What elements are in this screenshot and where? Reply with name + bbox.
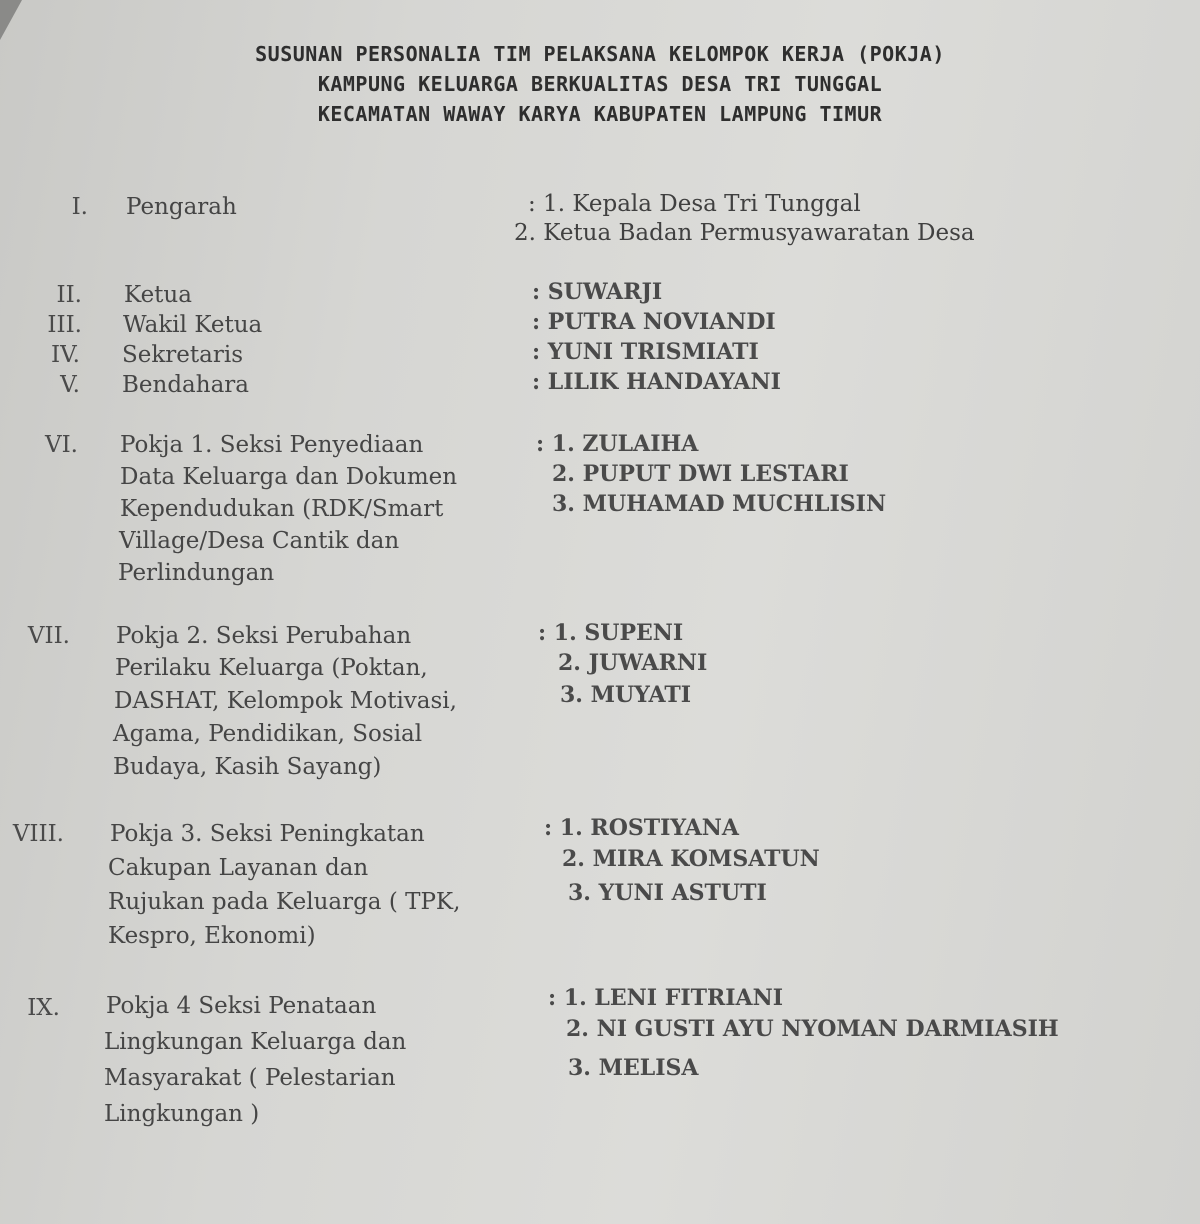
entry-member: : LILIK HANDAYANI — [532, 369, 781, 395]
entry-label-line: Budaya, Kasih Sayang) — [113, 754, 382, 780]
entry-member: : 1. ZULAIHA — [536, 431, 699, 457]
entry-numeral: II. — [56, 282, 82, 308]
entry-label-line: Kespro, Ekonomi) — [108, 923, 316, 949]
entry-numeral: III. — [47, 312, 82, 338]
entry-member: 3. MUYATI — [560, 682, 691, 708]
entry-label: Pengarah — [126, 194, 237, 220]
entry-label-line: Perilaku Keluarga (Poktan, — [115, 655, 428, 681]
entry-label: Wakil Ketua — [123, 312, 263, 338]
entry-member: : YUNI TRISMIATI — [532, 339, 759, 365]
entry-member: 3. YUNI ASTUTI — [568, 880, 767, 906]
entry-label: Ketua — [124, 282, 192, 308]
entry-label: Bendahara — [122, 372, 249, 398]
document-title-line-2: KAMPUNG KELUARGA BERKUALITAS DESA TRI TUNGGAL — [317, 72, 883, 96]
entry-label-line: Masyarakat ( Pelestarian — [104, 1065, 396, 1091]
entry-member: : 1. Kepala Desa Tri Tunggal — [528, 191, 861, 217]
document-title-line-1: SUSUNAN PERSONALIA TIM PELAKSANA KELOMPOK KERJA (POKJA) — [255, 42, 945, 66]
document-title-line-3: KECAMATAN WAWAY KARYA KABUPATEN LAMPUNG TIMUR — [317, 102, 883, 126]
entry-label-line: Pokja 1. Seksi Penyediaan — [120, 432, 424, 458]
entry-member: : 1. LENI FITRIANI — [548, 985, 784, 1011]
entry-numeral: VI. — [44, 432, 78, 458]
entry-label-line: Cakupan Layanan dan — [108, 855, 369, 881]
entry-numeral: I. — [71, 194, 88, 220]
entry-member: 2. JUWARNI — [558, 650, 708, 676]
entry-label-line: Lingkungan ) — [104, 1101, 260, 1127]
entry-label-line: Rujukan pada Keluarga ( TPK, — [108, 889, 461, 915]
entry-member: : PUTRA NOVIANDI — [532, 309, 776, 335]
entry-member: 3. MUHAMAD MUCHLISIN — [552, 491, 887, 517]
entry-label-line: Data Keluarga dan Dokumen — [120, 464, 458, 490]
entry-label-line: DASHAT, Kelompok Motivasi, — [114, 688, 457, 714]
entry-member: 2. MIRA KOMSATUN — [562, 846, 820, 872]
entry-member: : SUWARJI — [532, 279, 663, 305]
entry-numeral: V. — [60, 372, 80, 398]
entry-member: 2. Ketua Badan Permusyawaratan Desa — [514, 220, 975, 246]
entry-member: : 1. SUPENI — [538, 620, 684, 646]
entry-label-line: Pokja 4 Seksi Penataan — [106, 993, 377, 1019]
entry-numeral: IV. — [51, 342, 80, 368]
entry-label-line: Kependudukan (RDK/Smart — [120, 496, 444, 522]
entry-member: : 1. ROSTIYANA — [544, 815, 739, 841]
entry-numeral: VIII. — [12, 821, 64, 847]
entry-label-line: Agama, Pendidikan, Sosial — [113, 721, 423, 747]
entry-member: 2. NI GUSTI AYU NYOMAN DARMIASIH — [566, 1016, 1059, 1042]
page-corner-shadow — [0, 0, 22, 40]
entry-member: 3. MELISA — [568, 1055, 699, 1081]
entry-label-line: Pokja 3. Seksi Peningkatan — [110, 821, 425, 847]
entry-label: Sekretaris — [122, 342, 244, 368]
entry-label-line: Village/Desa Cantik dan — [119, 528, 400, 554]
entry-numeral: VII. — [27, 623, 70, 649]
entry-numeral: IX. — [27, 995, 60, 1021]
entry-label-line: Pokja 2. Seksi Perubahan — [116, 623, 412, 649]
entry-label-line: Perlindungan — [118, 560, 275, 586]
entry-label-line: Lingkungan Keluarga dan — [104, 1029, 407, 1055]
entry-member: 2. PUPUT DWI LESTARI — [552, 461, 849, 487]
